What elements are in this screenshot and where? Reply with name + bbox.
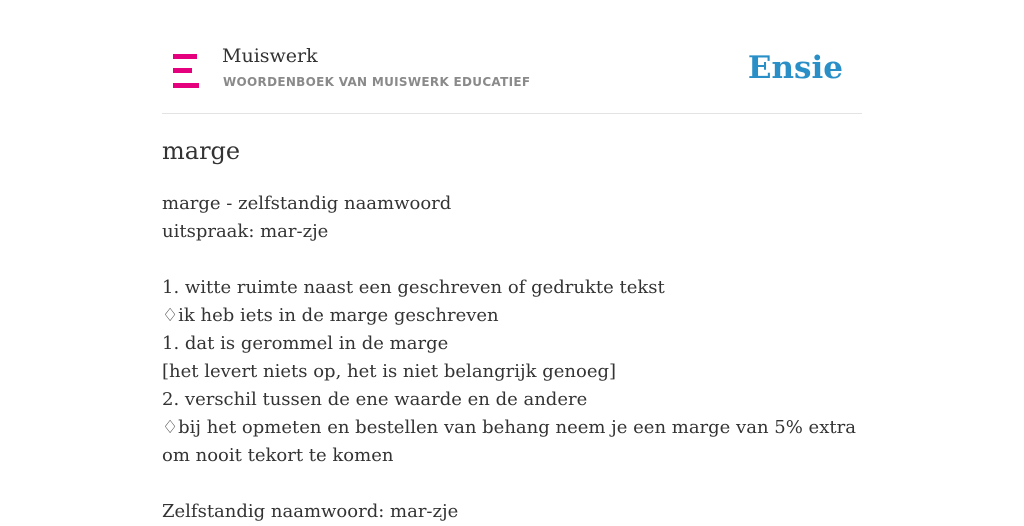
- definition-line: marge - zelfstandig naamwoord: [162, 193, 452, 214]
- definition-line: [het levert niets op, het is niet belangrijk genoeg]: [162, 361, 617, 382]
- definition-body: [162, 190, 862, 526]
- definition-line: uitspraak: mar-zje: [162, 221, 329, 242]
- definition-spacer: [162, 246, 862, 274]
- ensie-logo-link[interactable]: Ensie: [747, 50, 843, 86]
- definition-line: 2. verschil tussen de ene waarde en de andere: [162, 389, 588, 410]
- definition-spacer: [162, 470, 862, 498]
- brand-name[interactable]: Muiswerk: [222, 45, 318, 67]
- page-title: marge: [162, 137, 241, 165]
- definition-line: 1. witte ruimte naast een geschreven of gedrukte tekst: [162, 277, 665, 298]
- definition-line: ♢bij het opmeten en bestellen van behang neem je een marge van 5% extra om nooit tekort te komen: [162, 417, 856, 466]
- definition-line: Zelfstandig naamwoord: mar-zje: [162, 501, 459, 522]
- page-container: [162, 0, 862, 522]
- definition-line: ♢ik heb iets in de marge geschreven: [162, 305, 499, 326]
- site-header: [162, 0, 862, 114]
- muiswerk-logo-icon[interactable]: [173, 54, 199, 88]
- definition-line: 1. dat is gerommel in de marge: [162, 333, 449, 354]
- brand-subtitle: WOORDENBOEK VAN MUISWERK EDUCATIEF: [223, 75, 531, 89]
